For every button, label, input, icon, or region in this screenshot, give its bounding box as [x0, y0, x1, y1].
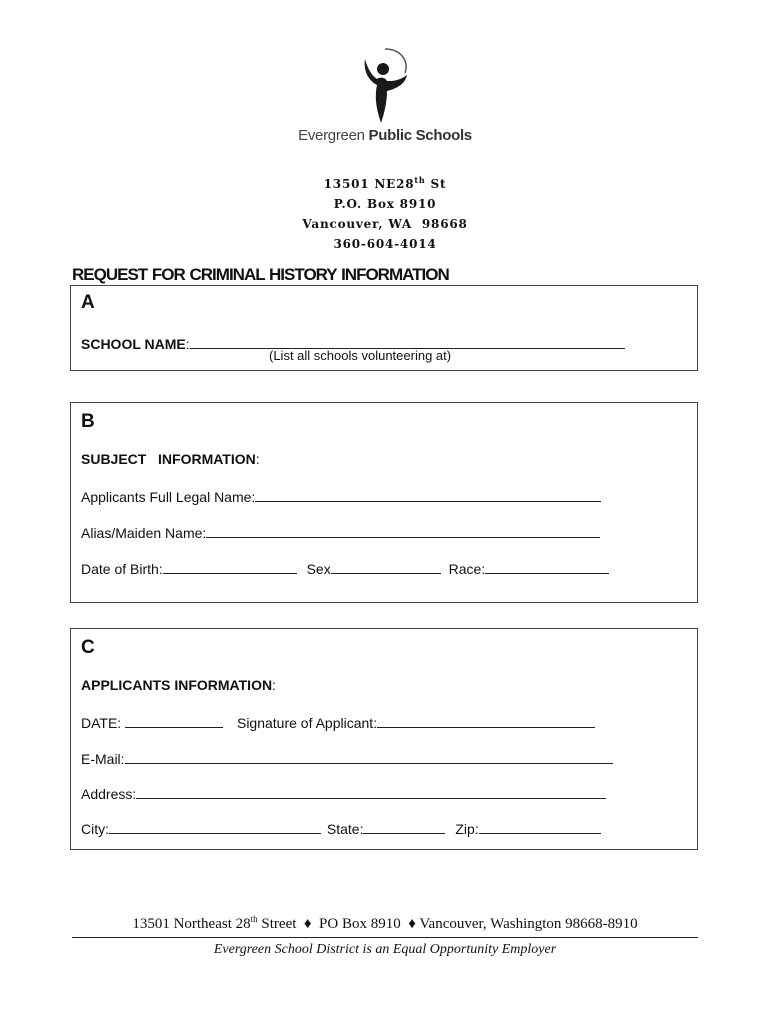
school-name-field: SCHOOL NAME: — [81, 334, 625, 352]
form-title: REQUEST FOR CRIMINAL HISTORY INFORMATION — [72, 265, 449, 284]
footer-eoe-note: Evergreen School District is an Equal Opportunity Employer — [213, 942, 557, 957]
dob-input[interactable] — [163, 559, 297, 574]
race-input[interactable] — [485, 559, 609, 574]
section-a — [70, 285, 698, 371]
address-input[interactable] — [136, 784, 606, 799]
date-input[interactable] — [125, 713, 223, 728]
date-label: DATE: — [81, 715, 122, 731]
footer-address: 13501 Northeast 28th Street ♦ PO Box 8910 ♦ Vancouver, Washington 98668-8910 — [132, 914, 638, 932]
alias-label: Alias/Maiden Name: — [81, 525, 207, 541]
evergreen-logo-icon — [355, 45, 411, 125]
alias-field — [81, 523, 600, 541]
city-state-zip-row — [81, 819, 601, 837]
org-name — [0, 127, 770, 144]
section-c — [70, 628, 698, 850]
header-po-box: P.O. Box 8910 — [333, 197, 437, 211]
sex-input[interactable] — [331, 559, 441, 574]
city-label: City: — [81, 821, 109, 837]
full-name-input[interactable] — [255, 487, 601, 502]
date-signature-row — [81, 713, 595, 731]
school-name-input[interactable] — [190, 334, 625, 349]
email-label: E-Mail: — [81, 751, 125, 767]
email-input[interactable] — [125, 749, 613, 764]
alias-input[interactable] — [206, 523, 600, 538]
subject-info-heading: SUBJECT INFORMATION: — [81, 451, 260, 467]
school-name-label: SCHOOL NAME — [81, 336, 186, 352]
sex-label: Sex — [306, 561, 331, 577]
city-input[interactable] — [109, 819, 321, 834]
signature-input[interactable] — [377, 713, 595, 728]
address-field — [81, 784, 606, 802]
header-street: 13501 NE28th St — [323, 175, 447, 191]
signature-label: Signature of Applicant: — [236, 715, 378, 731]
zip-label: Zip: — [455, 821, 479, 837]
section-c-letter: C — [81, 637, 95, 658]
header-address — [0, 170, 770, 254]
header-phone: 360-604-4014 — [333, 237, 437, 251]
school-name-note: (List all schools volunteering at) — [269, 348, 452, 363]
section-b-letter: B — [81, 411, 95, 432]
dob-sex-race-row — [81, 559, 609, 577]
zip-input[interactable] — [479, 819, 601, 834]
address-label: Address: — [81, 786, 137, 802]
full-name-field — [81, 487, 601, 505]
section-b — [70, 402, 698, 603]
state-input[interactable] — [363, 819, 445, 834]
full-name-label: Applicants Full Legal Name: — [81, 489, 256, 505]
applicants-info-heading: APPLICANTS INFORMATION: — [81, 677, 276, 693]
footer-divider — [72, 937, 698, 938]
section-a-letter: A — [81, 292, 95, 313]
header-city: Vancouver, WA 98668 — [302, 217, 468, 231]
org-name-regular: Evergreen — [298, 127, 365, 144]
email-field — [81, 749, 613, 767]
race-label: Race: — [448, 561, 486, 577]
state-label: State: — [326, 821, 364, 837]
dob-label: Date of Birth: — [81, 561, 163, 577]
org-name-bold: Public Schools — [368, 127, 472, 144]
